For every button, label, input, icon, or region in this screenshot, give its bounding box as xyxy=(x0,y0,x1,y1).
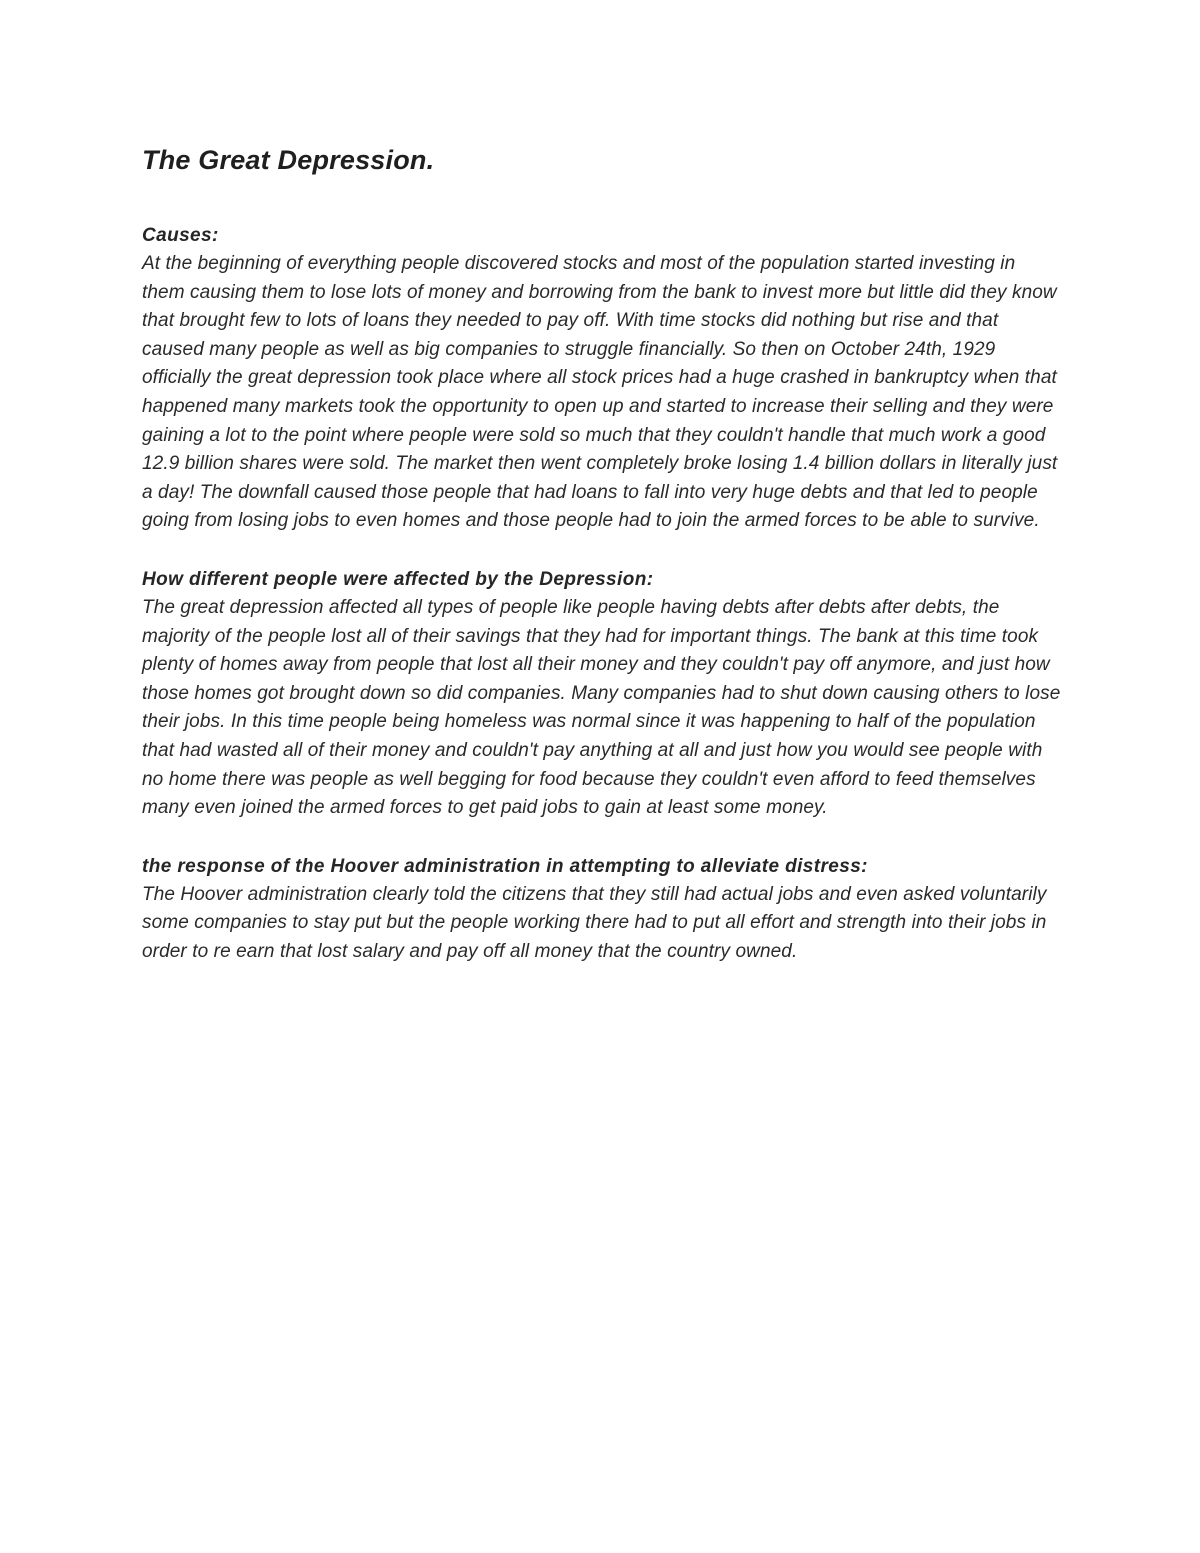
section-people-affected xyxy=(142,565,1062,823)
section-body: The Hoover administration clearly told the citizens that they still had actual jobs and even asked voluntarily some companies to stay put but the people working there had to put all effort and strength into their jobs in order to re earn that lost salary and pay off all money that the country owned. xyxy=(142,883,1047,962)
document-content xyxy=(142,140,1062,966)
section-causes xyxy=(142,221,1062,536)
section-heading: Causes: xyxy=(142,225,219,246)
document-title: The Great Depression. xyxy=(142,145,435,175)
section-heading: the response of the Hoover administration in attempting to alleviate distress: xyxy=(142,855,868,877)
section-heading: How different people were affected by the Depression: xyxy=(142,568,654,590)
section-body: At the beginning of everything people discovered stocks and most of the population started investing in them causing them to lose lots of money and borrowing from the bank to invest more but little did they know that brought few to lots of loans they needed to pay off. With time stocks did nothing but rise and that caused many people as well as big companies to struggle financially. So then on October 24th, 1929 officially the great depression took place where all stock prices had a huge crashed in bankruptcy when that happened many markets took the opportunity to open up and started to increase their selling and they were gaining a lot to the point where people were sold so much that they couldn't handle that much work a good 12.9 billion shares were sold. The market then went completely broke losing 1.4 billion dollars in literally just a day! The downfall caused those people that had loans to fall into very huge debts and that led to people going from losing jobs to even homes and those people had to join the armed forces to be able to survive. xyxy=(142,253,1058,532)
section-body: The great depression affected all types of people like people having debts after debts after debts, the majority of the people lost all of their savings that they had for important things. The bank at this time took plenty of homes away from people that lost all their money and they couldn't pay off anymore, and just how those homes got brought down so did companies. Many companies had to shut down causing others to lose their jobs. In this time people being homeless was normal since it was happening to half of the population that had wasted all of their money and couldn't pay anything at all and just how you would see people with no home there was people as well begging for food because they couldn't even afford to feed themselves many even joined the armed forces to get paid jobs to gain at least some money. xyxy=(142,596,1061,819)
section-hoover-response xyxy=(142,852,1062,967)
